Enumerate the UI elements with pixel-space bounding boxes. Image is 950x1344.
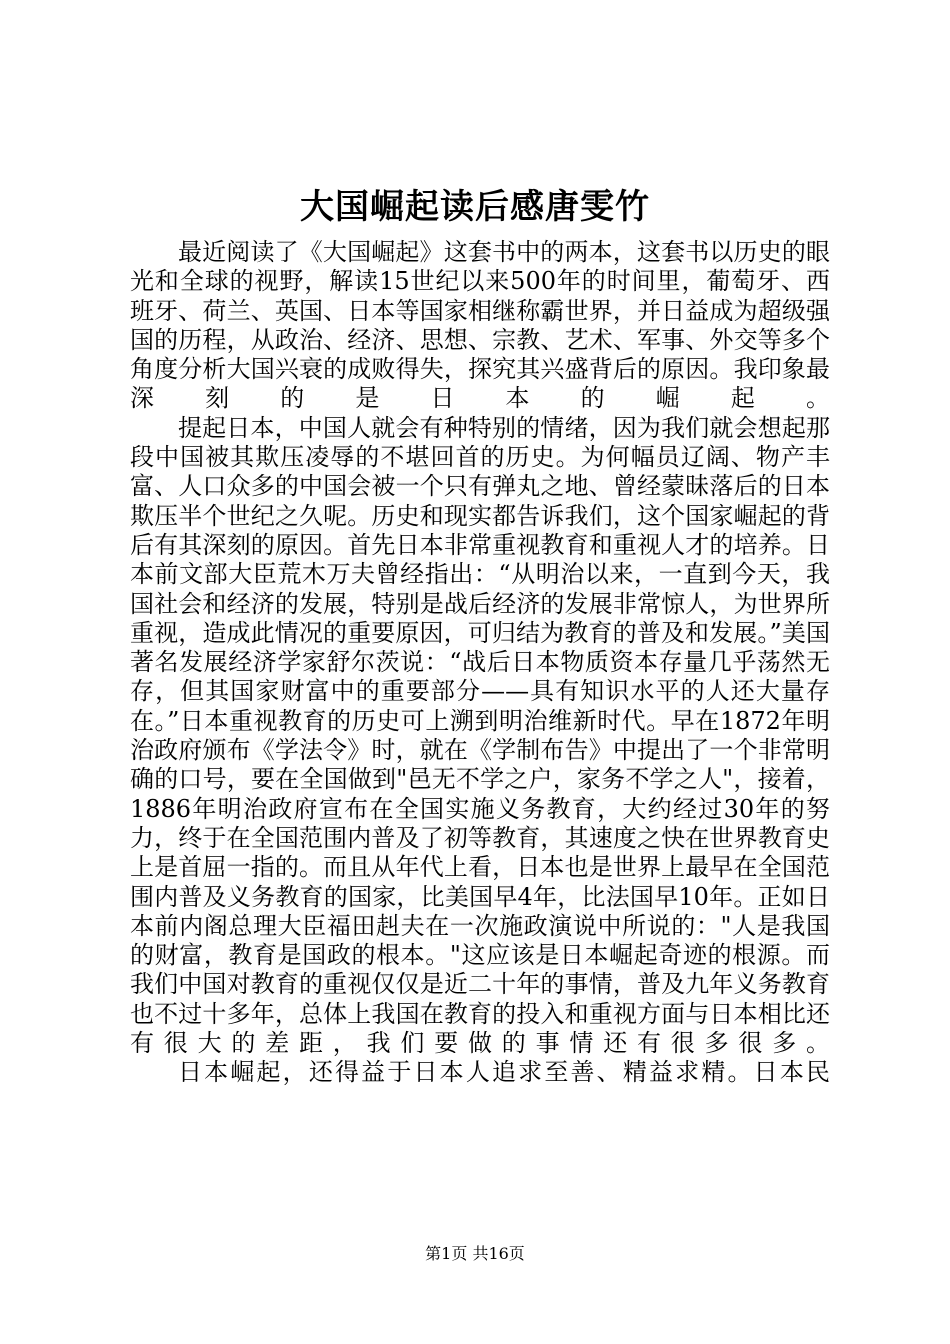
document-title: 大国崛起读后感唐雯竹 <box>300 187 650 227</box>
document-body <box>130 238 830 1088</box>
paragraph: 日本崛起，还得益于日本人追求至善、精益求精。日本民 <box>178 1058 830 1087</box>
paragraph: 提起日本，中国人就会有种特别的情绪，因为我们就会想起那段中国被其欺压凌辱的不堪回首的历史。为何幅员辽阔、物产丰富、人口众多的中国会被一个只有弹丸之地、曾经蒙昧落后的日本欺压半个世纪之久呢。历史和现实都告诉我们，这个国家崛起的背后有其深刻的原因。首先日本非常重视教育和重视人才的培养。日本前文部大臣荒木万夫曾经指出：“从明治以来，一直到今天，我国社会和经济的发展，特别是战后经济的发展非常惊人，为世界所重视，造成此情况的重要原因，可归结为教育的普及和发展。”美国著名发展经济学家舒尔茨说：“战后日本物质资本存量几乎荡然无存，但其国家财富中的重要部分——具有知识水平的人还大量存在。”日本重视教育的历史可上溯到明治维新时代。早在1872年明治政府颁布《学法令》时，就在《学制布告》中提出了一个非常明确的口号，要在全国做到"邑无不学之户，家务不学之人"，接着，1886年明治政府宣布在全国实施义务教育，大约经过30年的努力，终于在全国范围内普及了初等教育，其速度之快在世界教育史上是首屈一指的。而且从年代上看，日本也是世界上最早在全国范围内普及义务教育的国家，比美国早4年，比法国早10年。正如日本前内阁总理大臣福田赳夫在一次施政演说中所说的："人是我国的财富，教育是国政的根本。"这应该是日本崛起奇迹的根源。而我们中国对教育的重视仅仅是近二十年的事情，普及九年义务教育也不过十多年，总体上我国在教育的投入和重视方面与日本相比还有很大的差距，我们要做的事情还有很多很多。 <box>130 413 830 1058</box>
paragraph: 最近阅读了《大国崛起》这套书中的两本，这套书以历史的眼光和全球的视野，解读15世纪以来500年的时间里，葡萄牙、西班牙、荷兰、英国、日本等国家相继称霸世界，并日益成为超级强国的历程，从政治、经济、思想、宗教、艺术、军事、外交等多个角度分析大国兴衰的成败得失，探究其兴盛背后的原因。我印象最深刻的是日本的崛起。 <box>130 238 830 413</box>
page-footer: 第1页 共16页 <box>425 1244 525 1263</box>
